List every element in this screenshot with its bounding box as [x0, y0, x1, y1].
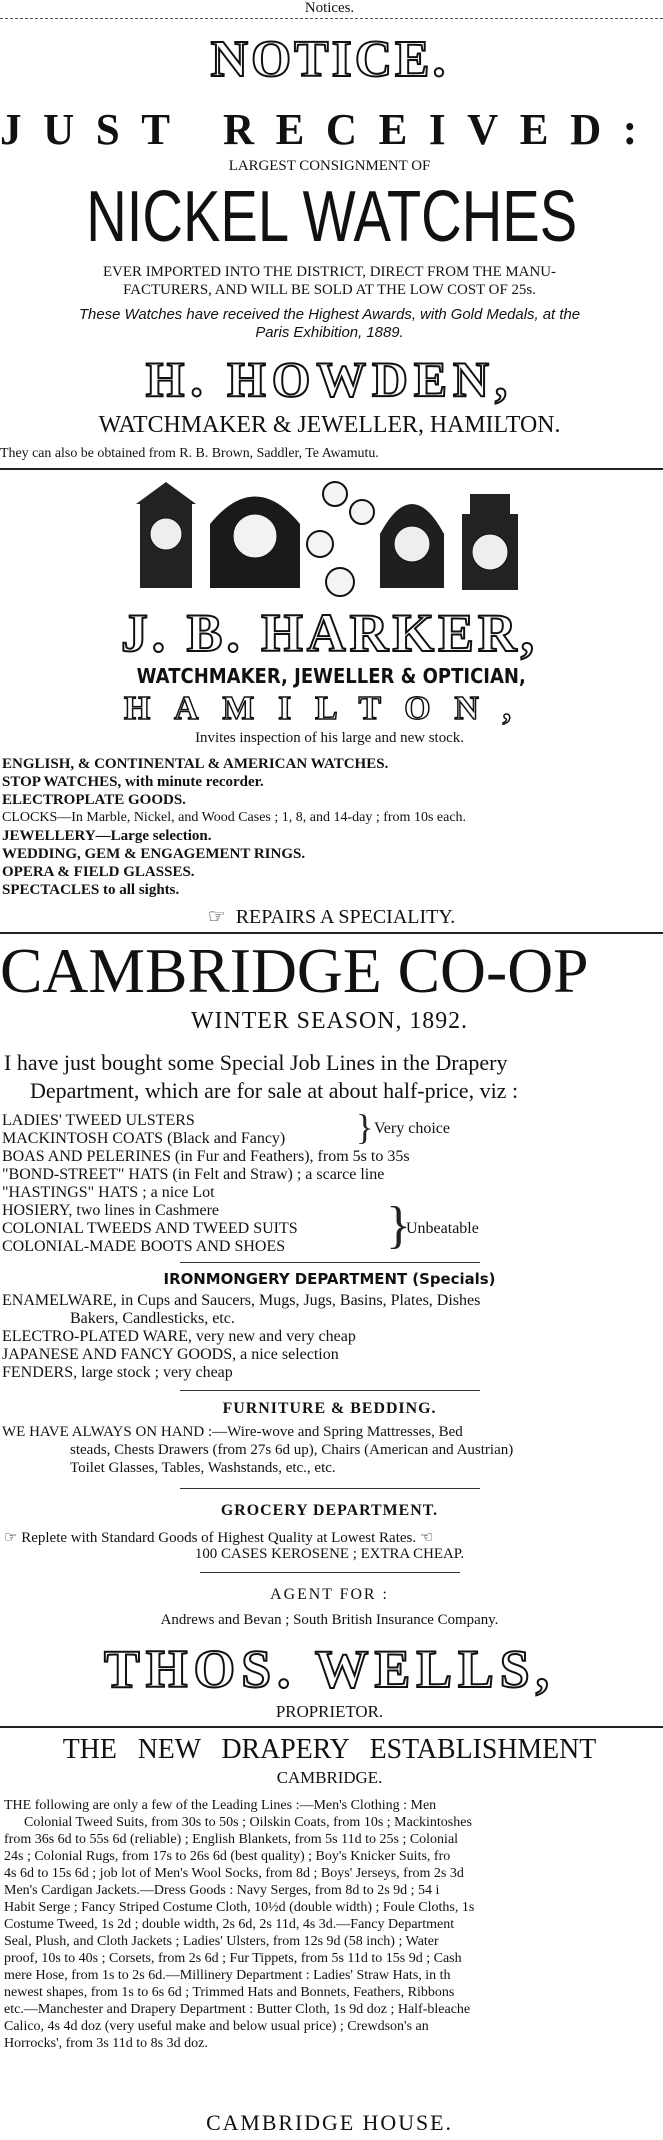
- drapery-body-line: Horrocks', from 3s 11d to 8s 3d doz.: [4, 2036, 208, 2051]
- drapery-body-line: 24s ; Colonial Rugs, from 17s to 26s 6d (best quality) ; Boy's Knicker Suits, fro: [4, 1849, 451, 1864]
- agent-line: Andrews and Bevan ; South British Insurance Company.: [160, 1612, 499, 1628]
- coop-line: COLONIAL-MADE BOOTS AND SHOES: [2, 1238, 286, 1255]
- drapery-body-line: 4s 6d to 15s 6d ; job lot of Men's Wool Socks, from 8d ; Boys' Jerseys, from 2s 3d: [4, 1866, 464, 1881]
- harker-trade: WATCHMAKER, JEWELLER & OPTICIAN,: [136, 664, 527, 688]
- ever-imported-line-1: EVER IMPORTED INTO THE DISTRICT, DIRECT FROM THE MANU-: [103, 264, 556, 280]
- furn-line: steads, Chests Drawers (from 27s 6d up), Chairs (American and Austrian): [70, 1442, 514, 1458]
- drapery-body-line: THE following are only a few of the Leading Lines :—Men's Clothing : Men: [4, 1798, 437, 1813]
- iron-line: ELECTRO-PLATED WARE, very new and very cheap: [2, 1328, 356, 1345]
- coop-line: "BOND-STREET" HATS (in Felt and Straw) ; a scarce line: [2, 1166, 385, 1183]
- ironmongery-heading: IRONMONGERY DEPARTMENT (Specials): [163, 1270, 496, 1288]
- harker-item: OPERA & FIELD GLASSES.: [2, 864, 195, 880]
- drapery-title: THE NEW DRAPERY ESTABLISHMENT: [62, 1734, 597, 1765]
- grocery-line-2: 100 CASES KEROSENE ; EXTRA CHEAP.: [194, 1546, 465, 1562]
- section-header: Notices.: [304, 0, 355, 16]
- harker-item: CLOCKS—In Marble, Nickel, and Wood Cases ; 1, 8, and 14-day ; from 10s each.: [2, 810, 467, 825]
- header-rule: [0, 18, 663, 19]
- pocket-watch-icon: [307, 482, 374, 596]
- drapery-body-line: newest shapes, from 1s to 6s 6d ; Trimmed Hats and Bonnets, Feathers, Ribbons: [4, 1985, 455, 2000]
- drapery-body-line: Calico, 4s 4d doz (very useful make and below usual price) ; Crewdson's an: [4, 2019, 429, 2034]
- coop-intro-2: Department, which are for sale at about half-price, viz :: [30, 1078, 519, 1103]
- coop-intro-1: I have just bought some Special Job Lines in the Drapery: [4, 1050, 508, 1075]
- carriage-clock-icon: [462, 494, 518, 590]
- drapery-body-line: etc.—Manchester and Drapery Department : Butter Cloth, 1s 9d doz ; Half-bleache: [4, 2002, 471, 2017]
- harker-item: WEDDING, GEM & ENGAGEMENT RINGS.: [2, 846, 306, 862]
- drapery-town: CAMBRIDGE.: [276, 1768, 383, 1787]
- iron-line: ENAMELWARE, in Cups and Saucers, Mugs, Jugs, Basins, Plates, Dishes: [2, 1292, 481, 1309]
- unbeatable: Unbeatable: [406, 1220, 479, 1237]
- drapery-body-line: Seal, Plush, and Cloth Jackets ; Ladies' Ulsters, from 12s 9d (58 inch) ; Water: [4, 1934, 439, 1949]
- coop-line: BOAS AND PELERINES (in Fur and Feathers), from 5s to 35s: [2, 1148, 410, 1165]
- harker-item: ELECTROPLATE GOODS.: [2, 792, 186, 808]
- short-rule: [180, 1262, 480, 1263]
- harker-item: JEWELLERY—Large selection.: [2, 828, 212, 844]
- coop-line: MACKINTOSH COATS (Black and Fancy): [2, 1130, 286, 1147]
- proprietor-label: PROPRIETOR.: [275, 1702, 384, 1721]
- repairs-speciality: REPAIRS A SPECIALITY.: [235, 906, 456, 928]
- clock-icon: [136, 482, 196, 588]
- drapery-body-line: Men's Cardigan Jackets.—Dress Goods : Navy Serges, from 8d to 2s 9d ; 54 i: [4, 1883, 440, 1898]
- harker-item: STOP WATCHES, with minute recorder.: [2, 774, 264, 790]
- drapery-body-line: Costume Tweed, 1s 2d ; double width, 2s 6d, 2s 11d, 4s 3d.—Fancy Department: [4, 1917, 455, 1932]
- drapery-body-line: proof, 10s to 40s ; Corsets, from 2s 6d ; Fur Tippets, from 5s 11d to 15s 9d ; Cash: [4, 1951, 462, 1966]
- harker-trade-wrap: [0, 664, 663, 692]
- also-obtained: They can also be obtained from R. B. Brown, Saddler, Te Awamutu.: [0, 446, 379, 461]
- short-rule: [200, 1572, 460, 1573]
- furn-line: WE HAVE ALWAYS ON HAND :—Wire-wove and Spring Mattresses, Bed: [2, 1424, 463, 1440]
- coop-line: LADIES' TWEED ULSTERS: [2, 1112, 195, 1129]
- coop-line: "HASTINGS" HATS ; a nice Lot: [2, 1184, 215, 1201]
- dome-clock-icon: [380, 504, 444, 588]
- pointing-hand-icon: ☜: [419, 1530, 434, 1546]
- coop-line: COLONIAL TWEEDS AND TWEED SUITS: [2, 1220, 298, 1237]
- clocks-illustration: [130, 474, 530, 604]
- harker-name: J. B. HARKER,: [120, 603, 539, 663]
- iron-line: Bakers, Candlesticks, etc.: [70, 1310, 235, 1327]
- ever-imported-line-2: FACTURERS, AND WILL BE SOLD AT THE LOW COST OF 25s.: [123, 282, 536, 298]
- divider-1: [0, 468, 663, 470]
- coop-title: CAMBRIDGE CO-OP: [0, 935, 589, 1006]
- pointing-hand-icon: ☞: [4, 1530, 18, 1546]
- pointing-hand-icon: ☞: [207, 906, 226, 928]
- divider-3: [0, 1726, 663, 1728]
- coop-line: HOSIERY, two lines in Cashmere: [2, 1202, 220, 1219]
- agent-heading: AGENT FOR :: [270, 1586, 389, 1603]
- grocery-text: Replete with Standard Goods of Highest Quality at Lowest Rates.: [21, 1530, 417, 1546]
- howden-name: H. HOWDEN,: [145, 351, 514, 407]
- harker-item: SPECTACLES to all sights.: [2, 882, 180, 898]
- cambridge-house: CAMBRIDGE HOUSE.: [206, 2110, 453, 2135]
- grocery-line-1: [4, 1528, 433, 1547]
- furn-line: Toilet Glasses, Tables, Washstands, etc., etc.: [70, 1460, 336, 1476]
- drapery-body-line: from 36s 6d to 55s 6d (reliable) ; English Blankets, from 5s 11d to 25s ; Colonial: [4, 1832, 459, 1847]
- harker-town: HAMILTON,: [124, 690, 535, 727]
- nickel-watches-heading: NICKEL WATCHES: [86, 177, 577, 257]
- coop-season: WINTER SEASON, 1892.: [191, 1008, 469, 1034]
- largest-consignment: LARGEST CONSIGNMENT OF: [228, 158, 431, 174]
- mantel-clock-icon: [210, 497, 300, 589]
- thos-wells-name: THOS. WELLS,: [104, 1639, 555, 1699]
- drapery-body-line: Colonial Tweed Suits, from 30s to 50s ; Oilskin Coats, from 10s ; Mackintoshes: [24, 1815, 472, 1830]
- iron-line: JAPANESE AND FANCY GOODS, a nice selection: [2, 1346, 339, 1363]
- awards-line-2: Paris Exhibition, 1889.: [255, 324, 404, 341]
- nickel-watches-wrap: [0, 176, 663, 256]
- harker-invites: Invites inspection of his large and new stock.: [195, 730, 464, 746]
- harker-item: ENGLISH, & CONTINENTAL & AMERICAN WATCHES.: [2, 756, 389, 772]
- notice-heading: NOTICE.: [210, 31, 449, 88]
- repairs-line: [0, 904, 663, 929]
- just-received-heading: JUST RECEIVED:: [0, 105, 659, 154]
- furniture-heading: FURNITURE & BEDDING.: [222, 1400, 437, 1417]
- very-choice: Very choice: [374, 1120, 450, 1137]
- short-rule: [180, 1488, 480, 1489]
- drapery-body-line: Habit Serge ; Fancy Striped Costume Cloth, 10½d (double width) ; Foule Cloths, 1s: [4, 1900, 475, 1915]
- brace: }: [356, 1107, 374, 1147]
- drapery-body-line: mere Hose, from 1s to 2s 6d.—Millinery Department : Ladies' Straw Hats, in th: [4, 1968, 451, 1983]
- short-rule: [180, 1390, 480, 1391]
- grocery-heading: GROCERY DEPARTMENT.: [220, 1502, 439, 1519]
- brace: }: [386, 1197, 411, 1254]
- iron-line: FENDERS, large stock ; very cheap: [2, 1364, 233, 1381]
- howden-trade: WATCHMAKER & JEWELLER, HAMILTON.: [98, 412, 561, 438]
- awards-line-1: These Watches have received the Highest Awards, with Gold Medals, at the: [78, 306, 581, 323]
